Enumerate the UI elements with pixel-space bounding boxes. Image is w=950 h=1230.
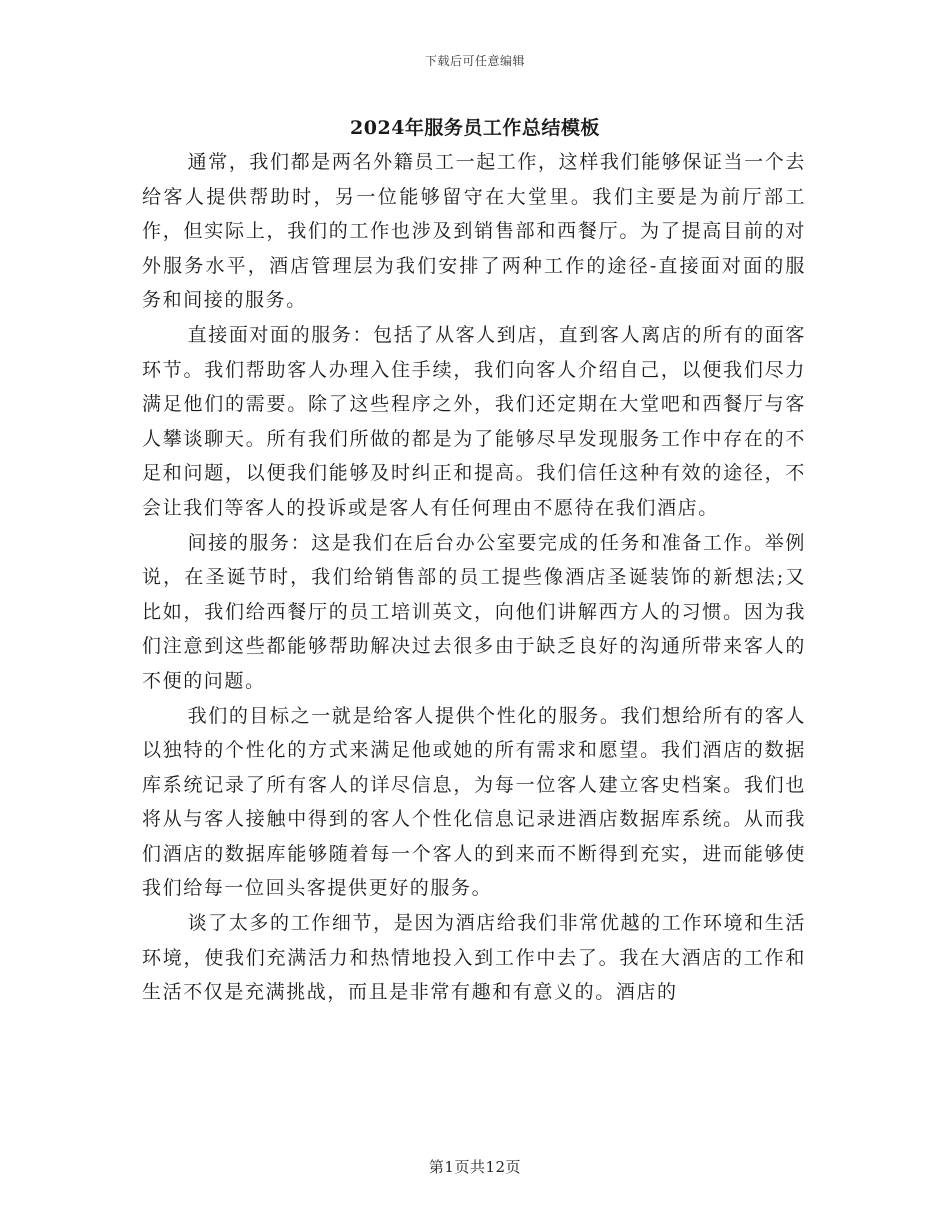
page-number: 第1页共12页 bbox=[428, 1158, 522, 1176]
paragraph-4: 我们的目标之一就是给客人提供个性化的服务。我们想给所有的客人以独特的个性化的方式来满足他或她的所有需求和愿望。我们酒店的数据库系统记录了所有客人的详尽信息，为每一位客人建立客史档案。我们也将从与客人接触中得到的客人个性化信息记录进酒店数据库系统。从而我们酒店的数据库能够随着每一个客人的到来而不断得到充实，进而能够使我们给每一位回头客提供更好的服务。 bbox=[142, 704, 806, 900]
header-note: 下载后可任意编辑 bbox=[424, 54, 525, 68]
paragraph-5: 谈了太多的工作细节，是因为酒店给我们非常优越的工作环境和生活环境，使我们充满活力和热情地投入到工作中去了。我在大酒店的工作和生活不仅是充满挑战，而且是非常有趣和有意义的。酒店的 bbox=[142, 912, 806, 1004]
paragraph-3: 间接的服务：这是我们在后台办公室要完成的任务和准备工作。举例说，在圣诞节时，我们给销售部的员工提些像酒店圣诞装饰的新想法;又比如，我们给西餐厅的员工培训英文，向他们讲解西方人的习惯。因为我们注意到这些都能够帮助解决过去很多由于缺乏良好的沟通所带来客人的不便的问题。 bbox=[142, 531, 806, 692]
paragraph-1: 通常，我们都是两名外籍员工一起工作，这样我们能够保证当一个去给客人提供帮助时，另一位能够留守在大堂里。我们主要是为前厅部工作，但实际上，我们的工作也涉及到销售部和西餐厅。为了提高目前的对外服务水平，酒店管理层为我们安排了两种工作的途径-直接面对面的服务和间接的服务。 bbox=[142, 151, 806, 312]
document-title: 2024年服务员工作总结模板 bbox=[350, 117, 600, 139]
paragraph-2: 直接面对面的服务：包括了从客人到店，直到客人离店的所有的面客环节。我们帮助客人办理入住手续，我们向客人介绍自己，以便我们尽力满足他们的需要。除了这些程序之外，我们还定期在大堂吧和西餐厅与客人攀谈聊天。所有我们所做的都是为了能够尽早发现服务工作中存在的不足和问题，以便我们能够及时纠正和提高。我们信任这种有效的途径，不会让我们等客人的投诉或是客人有任何理由不愿待在我们酒店。 bbox=[142, 323, 806, 519]
document-body bbox=[142, 145, 806, 1010]
